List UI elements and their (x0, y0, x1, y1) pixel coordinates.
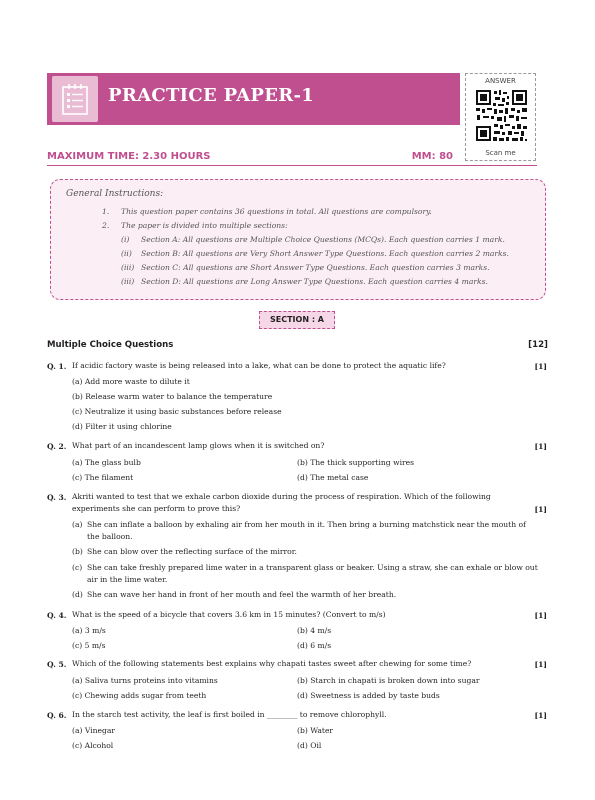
general-instructions-box (50, 179, 546, 300)
option[interactable] (72, 546, 540, 558)
option-label: (d) (297, 741, 308, 750)
option-text: She can wave her hand in front of her mouth and feel the warmth of her breath. (87, 590, 397, 599)
option-label: (a) (72, 676, 83, 685)
option-label: (a) (72, 626, 83, 635)
option-text: The glass bulb (84, 458, 141, 467)
option-text: She can inflate a balloon by exhaling air from her mouth in it. Then bring a burning matchstick near the mouth of the balloon. (87, 520, 526, 541)
option-label: (c) (72, 641, 83, 650)
option-label: (d) (297, 641, 308, 650)
question-marks: [1] (534, 611, 547, 620)
question-number: Q. 1. (47, 362, 67, 371)
option[interactable] (72, 676, 218, 685)
option-text: The filament (84, 473, 134, 482)
option-text: She can blow over the reflecting surface of the mirror. (87, 547, 297, 556)
option[interactable] (72, 641, 106, 650)
header-divider (47, 165, 537, 166)
option[interactable] (72, 691, 206, 700)
question-text: What is the speed of a bicycle that covers 3.6 km in 15 minutes? (Convert to m/s) (72, 610, 386, 619)
sub-instruction-number: (i) (121, 235, 130, 244)
option-label: (b) (297, 676, 308, 685)
option[interactable] (72, 407, 282, 416)
question-text: What part of an incandescent lamp glows when it is switched on? (72, 441, 325, 450)
option[interactable] (72, 473, 133, 482)
option-label: (c) (72, 407, 83, 416)
question-marks: [1] (534, 442, 547, 451)
option-label: (d) (72, 590, 83, 599)
section-marks: [12] (528, 340, 548, 350)
option[interactable] (72, 422, 172, 431)
qr-code-icon[interactable] (475, 89, 528, 142)
option-text: 3 m/s (84, 626, 106, 635)
option-label: (c) (72, 691, 83, 700)
option-text: Neutralize it using basic substances before release (84, 407, 282, 416)
answer-qr-box[interactable] (465, 73, 536, 161)
option-label: (b) (297, 726, 308, 735)
paper-list-icon (61, 83, 89, 115)
option[interactable] (72, 562, 540, 585)
option-text: Saliva turns proteins into vitamins (84, 676, 218, 685)
sub-instruction-text: Section C: All questions are Short Answer Type Questions. Each question carries 3 marks. (141, 263, 490, 272)
option[interactable] (297, 626, 331, 635)
max-time: MAXIMUM TIME: 2.30 HOURS (47, 151, 211, 162)
option[interactable] (297, 741, 321, 750)
sub-instruction-text: Section B: All questions are Very Short Answer Type Questions. Each question carries 2 marks. (141, 249, 509, 258)
question-number: Q. 3. (47, 493, 67, 502)
option[interactable] (72, 741, 113, 750)
instruction-text: This question paper contains 36 questions in total. All questions are compulsory. (121, 207, 432, 216)
option-text: She can take freshly prepared lime water in a transparent glass or beaker. Using a straw, she can exhale or blow out air in the lime water. (87, 563, 538, 584)
option-label: (c) (72, 473, 83, 482)
question-number: Q. 5. (47, 660, 67, 669)
qr-top-label: ANSWER (485, 77, 516, 85)
question-marks: [1] (534, 660, 547, 669)
option-text: The metal case (310, 473, 369, 482)
question-text: In the starch test activity, the leaf is first boiled in ________ to remove chlorophyll. (72, 710, 387, 719)
option-text: Chewing adds sugar from teeth (84, 691, 207, 700)
question-marks: [1] (534, 711, 547, 720)
header-icon-box (52, 76, 98, 122)
option-text: Sweetness is added by taste buds (310, 691, 440, 700)
option[interactable] (72, 726, 115, 735)
option-text: 4 m/s (310, 626, 332, 635)
option-label: (b) (297, 626, 308, 635)
option-label: (c) (72, 563, 83, 572)
sub-instruction-number: (iii) (121, 263, 135, 272)
option[interactable] (297, 458, 414, 467)
option[interactable] (72, 377, 190, 386)
section-badge: SECTION : A (259, 311, 335, 329)
section-heading: Multiple Choice Questions (47, 340, 174, 350)
option-text: Alcohol (84, 741, 114, 750)
option-label: (a) (72, 520, 83, 529)
question-number: Q. 6. (47, 711, 67, 720)
option-text: Vinegar (84, 726, 116, 735)
option-text: 6 m/s (310, 641, 332, 650)
option-text: 5 m/s (84, 641, 106, 650)
option-label: (a) (72, 377, 83, 386)
option[interactable] (297, 676, 479, 685)
option-label: (d) (297, 691, 308, 700)
option-text: Add more waste to dilute it (84, 377, 190, 386)
option-text: The thick supporting wires (310, 458, 415, 467)
question-text: Which of the following statements best explains why chapati tastes sweet after chewing for some time? (72, 659, 472, 668)
question-text: Akriti wanted to test that we exhale carbon dioxide during the process of respiration. Which of the following experiments she can perform to prove this? (72, 492, 491, 513)
option-label: (a) (72, 726, 83, 735)
option-label: (d) (297, 473, 308, 482)
option-text: Water (310, 726, 334, 735)
option[interactable] (297, 726, 333, 735)
option[interactable] (72, 519, 540, 542)
question-number: Q. 4. (47, 611, 67, 620)
sub-instruction-text: Section D: All questions are Long Answer Type Questions. Each question carries 4 marks. (141, 277, 488, 286)
option-text: Filter it using chlorine (85, 422, 172, 431)
option[interactable] (72, 458, 141, 467)
question-marks: [1] (534, 505, 547, 514)
option[interactable] (297, 473, 368, 482)
sub-instruction-text: Section A: All questions are Multiple Choice Questions (MCQs). Each question carries 1 mark. (141, 235, 505, 244)
option-label: (a) (72, 458, 83, 467)
qr-bottom-label: Scan me (485, 149, 516, 157)
option[interactable] (72, 589, 540, 601)
question-number: Q. 2. (47, 442, 67, 451)
max-marks: MM: 80 (411, 151, 453, 162)
option-label: (b) (297, 458, 308, 467)
option[interactable] (72, 392, 272, 401)
option[interactable] (297, 691, 440, 700)
question-text: If acidic factory waste is being released into a lake, what can be done to protect the aquatic life? (72, 361, 446, 370)
page-title: PRACTICE PAPER-1 (108, 85, 315, 106)
instruction-number: 1. (102, 207, 110, 216)
option-label: (d) (72, 422, 83, 431)
option-label: (b) (72, 392, 83, 401)
option[interactable] (297, 641, 331, 650)
instruction-number: 2. (102, 221, 110, 230)
instructions-heading: General Instructions: (66, 189, 164, 199)
option-text: Release warm water to balance the temperature (85, 392, 273, 401)
option-label: (b) (72, 547, 83, 556)
option-text: Starch in chapati is broken down into sugar (310, 676, 480, 685)
option-text: Oil (310, 741, 322, 750)
instruction-text: The paper is divided into multiple sections: (121, 221, 288, 230)
question-marks: [1] (534, 362, 547, 371)
sub-instruction-number: (iii) (121, 277, 135, 286)
option-label: (c) (72, 741, 83, 750)
sub-instruction-number: (ii) (121, 249, 132, 258)
option[interactable] (72, 626, 106, 635)
